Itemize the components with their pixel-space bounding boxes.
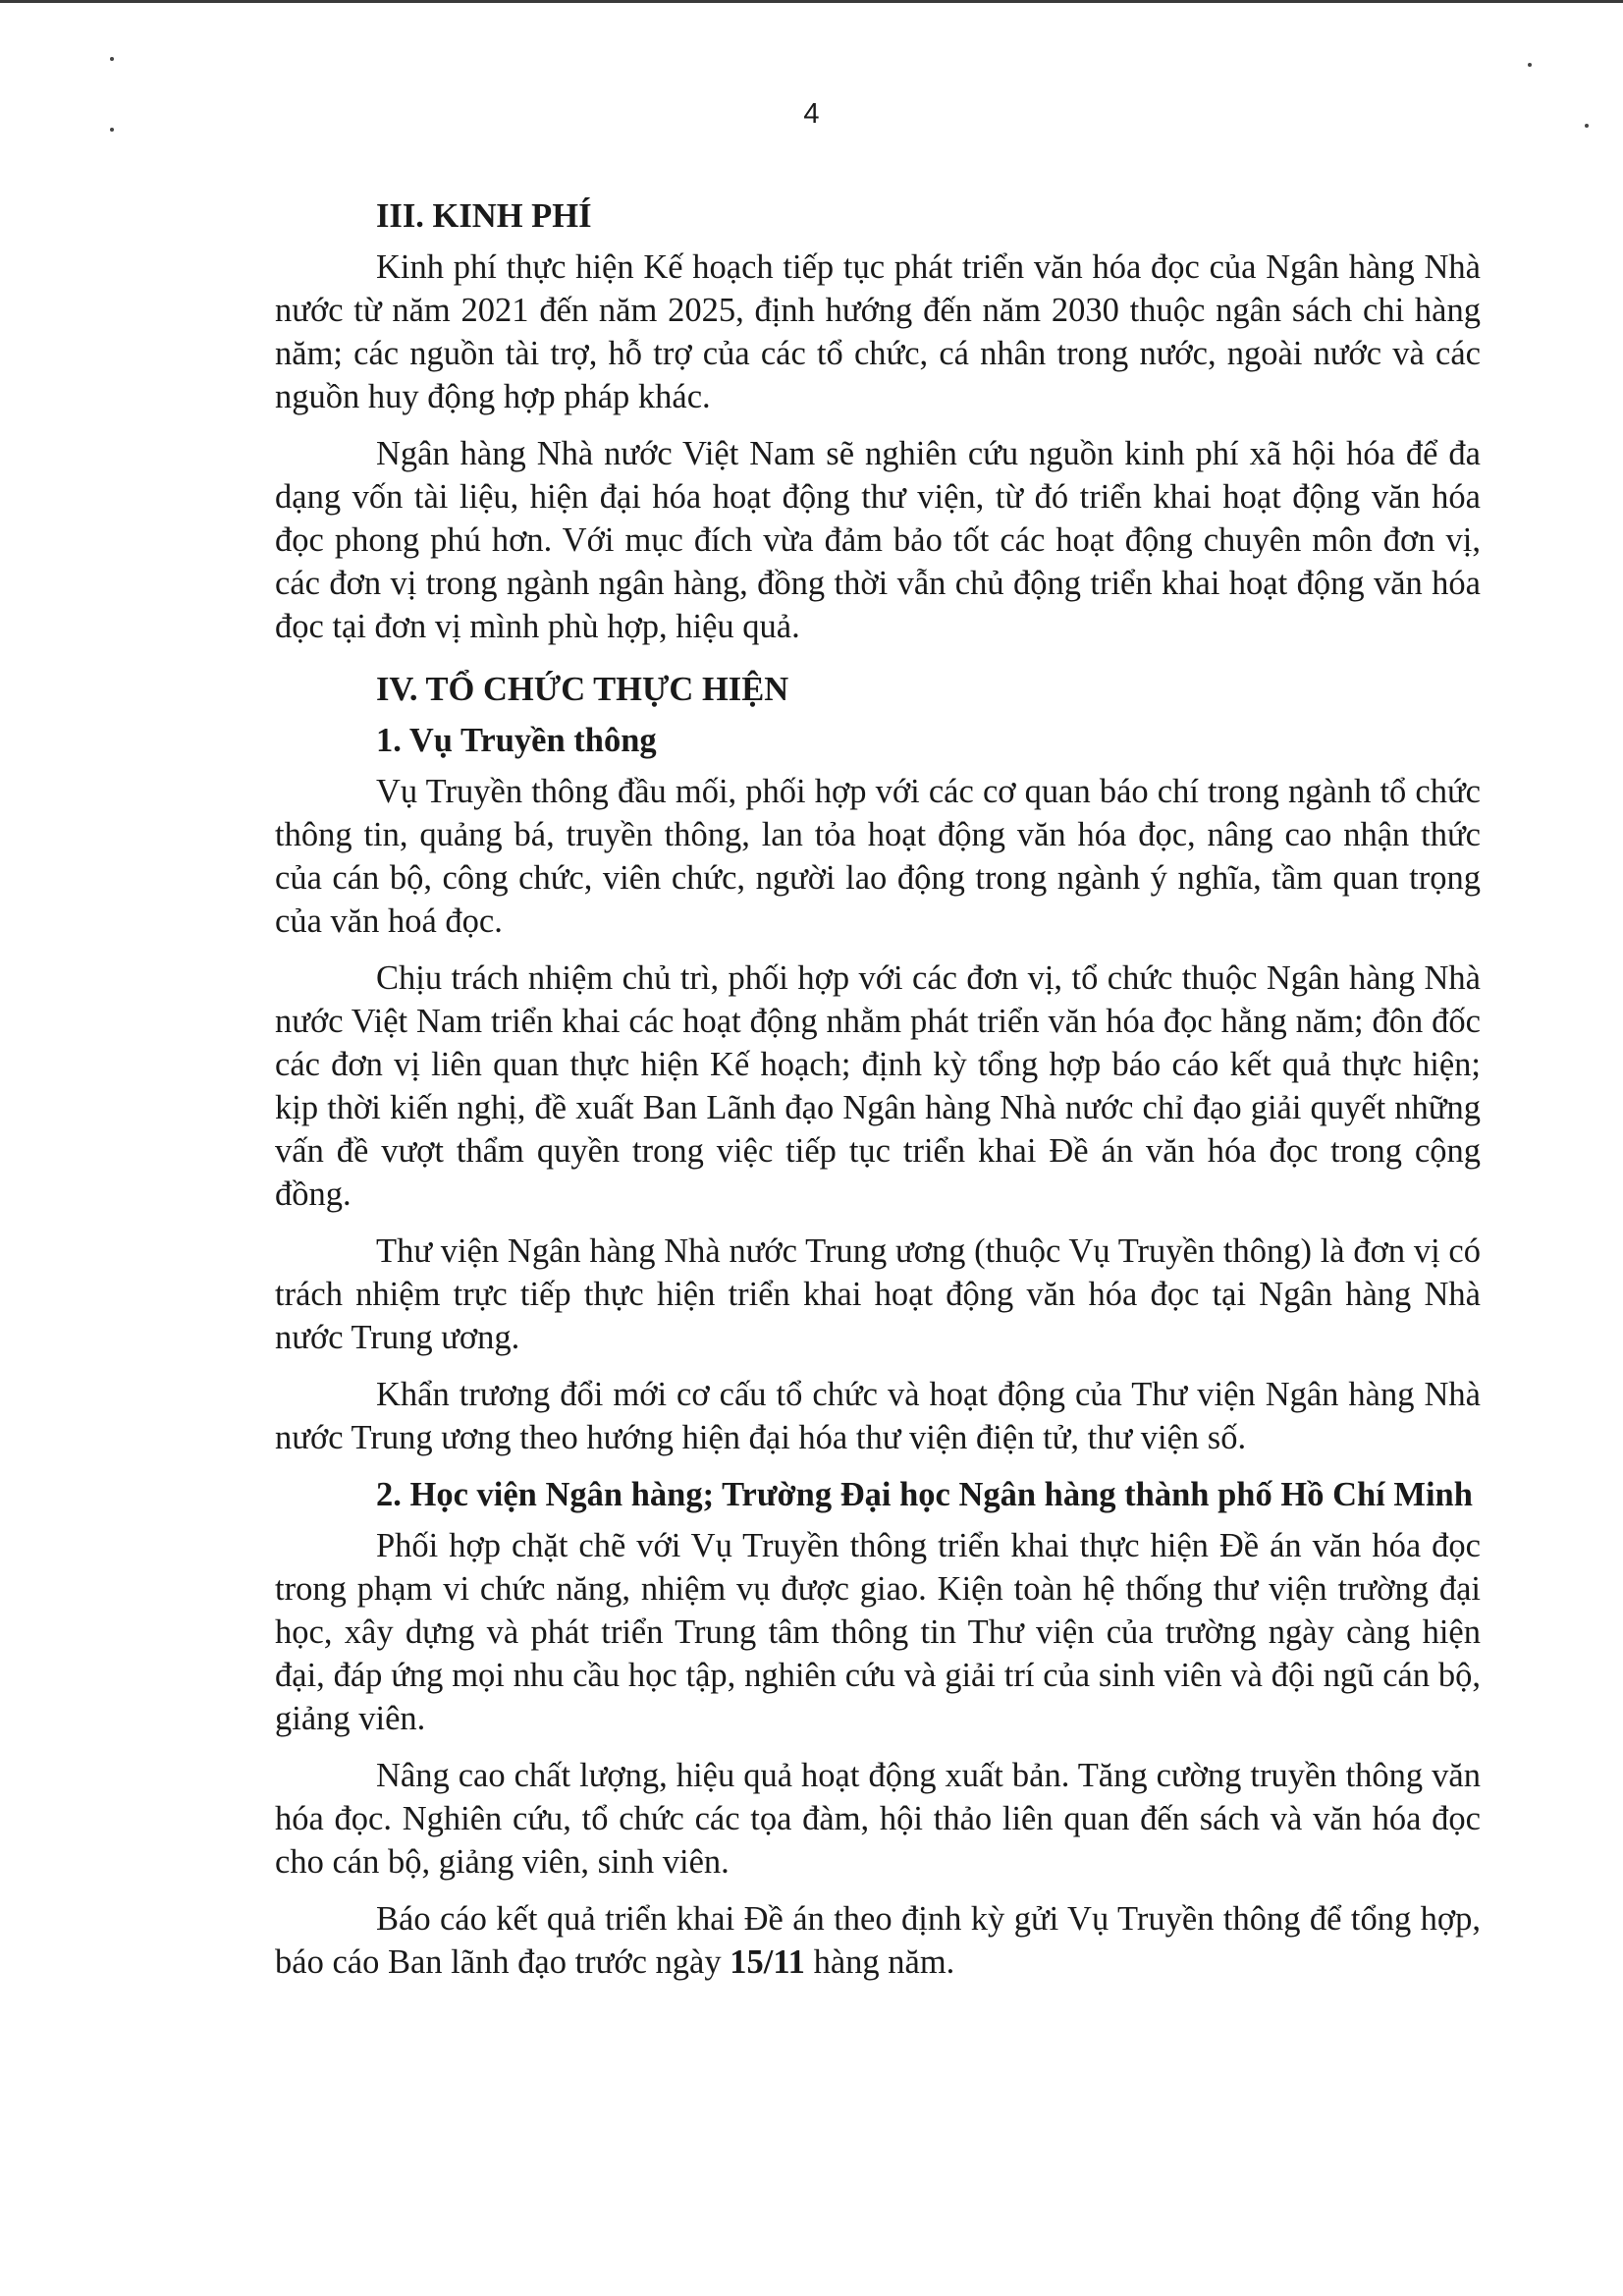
scan-speck — [110, 57, 114, 61]
section-heading-to-chuc-thuc-hien: IV. TỔ CHỨC THỰC HIỆN — [376, 671, 789, 708]
document-body — [275, 194, 1481, 1984]
paragraph: Chịu trách nhiệm chủ trì, phối hợp với các đơn vị, tổ chức thuộc Ngân hàng Nhà nước Việt Nam triển khai các hoạt động nhằm phát triển văn hóa đọc hằng năm; đôn đốc các đơn vị liên quan thực hiện Kế hoạch; định kỳ tổng hợp báo cáo kết quả thực hiện; kịp thời kiến nghị, đề xuất Ban Lãnh đạo Ngân hàng Nhà nước chỉ đạo giải quyết những vấn đề vượt thẩm quyền trong việc tiếp tục triển khai Đề án văn hóa đọc trong cộng đồng. — [275, 959, 1481, 1213]
subsection-heading-vu-truyen-thong: 1. Vụ Truyền thông — [376, 722, 657, 759]
paragraph-text: Báo cáo kết quả triển khai Đề án theo định kỳ gửi Vụ Truyền thông để tổng hợp, báo cáo Ban lãnh đạo trước ngày — [275, 1900, 1481, 1981]
paragraph: Nâng cao chất lượng, hiệu quả hoạt động xuất bản. Tăng cường truyền thông văn hóa đọc. Nghiên cứu, tổ chức các tọa đàm, hội thảo liên quan đến sách và văn hóa đọc cho cán bộ, giảng viên, sinh viên. — [275, 1757, 1481, 1881]
scan-top-edge — [0, 0, 1623, 3]
section-heading-kinh-phi: III. KINH PHÍ — [376, 197, 592, 235]
paragraph: Kinh phí thực hiện Kế hoạch tiếp tục phát triển văn hóa đọc của Ngân hàng Nhà nước từ năm 2021 đến năm 2025, định hướng đến năm 2030 thuộc ngân sách chi hàng năm; các nguồn tài trợ, hỗ trợ của các tổ chức, cá nhân trong nước, ngoài nước và các nguồn huy động hợp pháp khác. — [275, 248, 1481, 415]
page-number: 4 — [803, 98, 820, 130]
subsection-heading-hoc-vien-ngan-hang: 2. Học viện Ngân hàng; Trường Đại học Ngân hàng thành phố Hồ Chí Minh — [376, 1476, 1473, 1513]
paragraph: Thư viện Ngân hàng Nhà nước Trung ương (thuộc Vụ Truyền thông) là đơn vị có trách nhiệm trực tiếp thực hiện triển khai hoạt động văn hóa đọc tại Ngân hàng Nhà nước Trung ương. — [275, 1232, 1481, 1356]
scan-speck — [1528, 63, 1532, 67]
paragraph-text: hàng năm. — [804, 1943, 955, 1981]
paragraph: Ngân hàng Nhà nước Việt Nam sẽ nghiên cứu nguồn kinh phí xã hội hóa để đa dạng vốn tài liệu, hiện đại hóa hoạt động thư viện, từ đó triển khai hoạt động văn hóa đọc phong phú hơn. Với mục đích vừa đảm bảo tốt các hoạt động chuyên môn đơn vị, các đơn vị trong ngành ngân hàng, đồng thời vẫn chủ động triển khai hoạt động văn hóa đọc tại đơn vị mình phù hợp, hiệu quả. — [275, 435, 1481, 645]
paragraph: Vụ Truyền thông đầu mối, phối hợp với các cơ quan báo chí trong ngành tổ chức thông tin, quảng bá, truyền thông, lan tỏa hoạt động văn hóa đọc, nâng cao nhận thức của cán bộ, công chức, viên chức, người lao động trong ngành ý nghĩa, tầm quan trọng của văn hoá đọc. — [275, 773, 1481, 940]
paragraph: Khẩn trương đổi mới cơ cấu tổ chức và hoạt động của Thư viện Ngân hàng Nhà nước Trung ương theo hướng hiện đại hóa thư viện điện tử, thư viện số. — [275, 1376, 1481, 1456]
deadline-date: 15/11 — [730, 1943, 805, 1981]
paragraph: Phối hợp chặt chẽ với Vụ Truyền thông triển khai thực hiện Đề án văn hóa đọc trong phạm vi chức năng, nhiệm vụ được giao. Kiện toàn hệ thống thư viện trường đại học, xây dựng và phát triển Trung tâm thông tin Thư viện của trường ngày càng hiện đại, đáp ứng mọi nhu cầu học tập, nghiên cứu và giải trí của sinh viên và đội ngũ cán bộ, giảng viên. — [275, 1527, 1481, 1737]
paragraph-report-deadline — [275, 1897, 1481, 1984]
